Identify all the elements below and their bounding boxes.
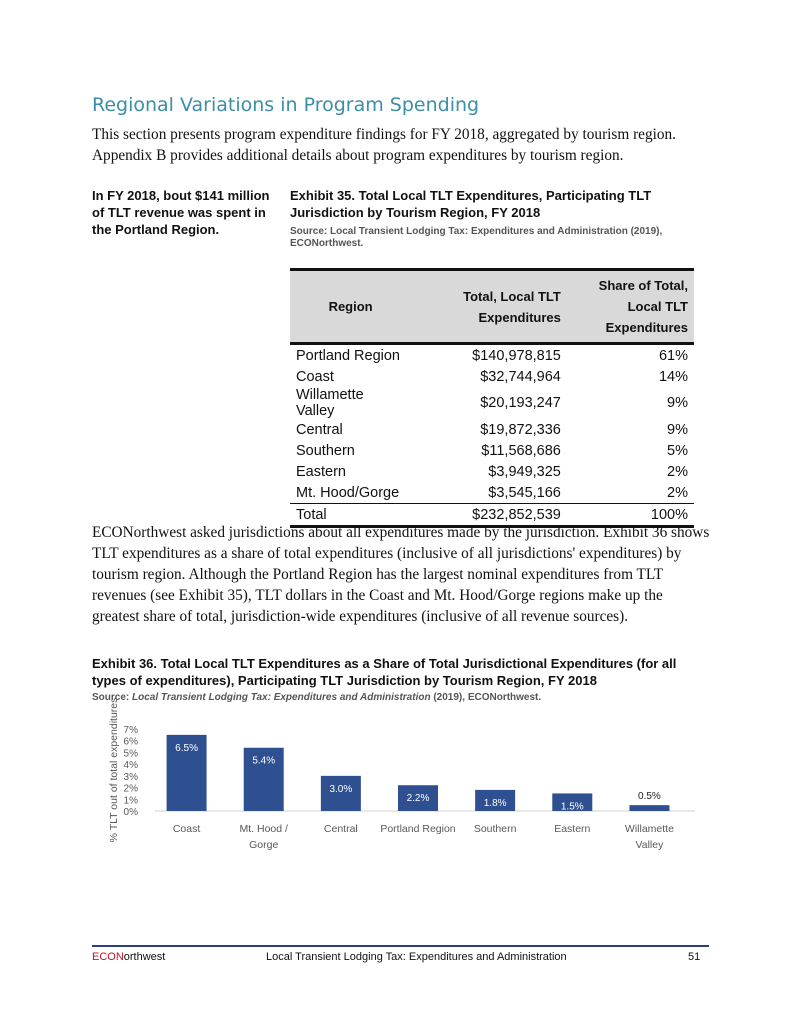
y-tick-label: 0% bbox=[123, 807, 138, 818]
total-value: $232,852,539 bbox=[411, 504, 581, 527]
brand-rest: orthwest bbox=[123, 951, 166, 963]
cell-region: Eastern bbox=[296, 463, 346, 480]
exhibit-36-title: Exhibit 36. Total Local TLT Expenditures as a Share of Total Jurisdictional Expenditures (for all types of expenditures), Participating TLT Jurisdiction by Tourism Region, FY 2018 bbox=[92, 656, 677, 688]
data-label: 3.0% bbox=[329, 783, 353, 795]
cell-total: $3,949,325 bbox=[488, 463, 561, 480]
cell-share: 2% bbox=[667, 484, 688, 501]
y-tick-label: 6% bbox=[123, 736, 138, 748]
y-tick-label: 7% bbox=[123, 725, 138, 736]
y-tick-label: 1% bbox=[123, 795, 138, 807]
cell-total: $20,193,247 bbox=[480, 395, 561, 411]
section-heading: Regional Variations in Program Spending bbox=[92, 94, 480, 116]
col-header-total: Total, Local TLT Expenditures bbox=[411, 270, 581, 344]
x-tick-label: Valley bbox=[635, 839, 664, 851]
cell-share: 14% bbox=[658, 368, 688, 385]
cell-region: Mt. Hood/Gorge bbox=[296, 484, 400, 501]
cell-total: $3,545,166 bbox=[488, 484, 561, 501]
exhibit-35-source: Source: Local Transient Lodging Tax: Expenditures and Administration (2019), ECONorthwest. bbox=[290, 226, 663, 249]
footer-divider bbox=[92, 945, 709, 947]
y-tick-label: 2% bbox=[123, 783, 138, 795]
data-label: 1.8% bbox=[483, 797, 507, 809]
cell-share: 9% bbox=[667, 395, 688, 411]
x-tick-label: Portland Region bbox=[380, 823, 456, 835]
cell-total: $140,978,815 bbox=[472, 347, 561, 364]
x-tick-label: Southern bbox=[473, 823, 517, 835]
x-tick-label: Willamette bbox=[624, 823, 674, 835]
page-number: 51 bbox=[688, 951, 701, 963]
cell-region: Willamette Valley bbox=[296, 387, 364, 419]
y-tick-label: 3% bbox=[123, 771, 138, 783]
cell-region: Coast bbox=[296, 368, 334, 385]
data-label: 5.4% bbox=[252, 755, 276, 767]
cell-share: 9% bbox=[667, 421, 688, 438]
cell-total: $11,568,686 bbox=[481, 442, 561, 459]
footer-title: Local Transient Lodging Tax: Expenditures and Administration bbox=[266, 951, 567, 963]
bar bbox=[629, 805, 669, 811]
cell-region: Central bbox=[296, 421, 343, 438]
y-axis-label: % TLT out of total expenditures bbox=[108, 697, 120, 843]
y-tick-label: 5% bbox=[123, 748, 138, 760]
data-label: 0.5% bbox=[638, 791, 661, 803]
x-tick-label: Eastern bbox=[554, 823, 591, 835]
cell-total: $19,872,336 bbox=[480, 421, 561, 438]
source-title: Local Transient Lodging Tax: Expenditures and Administration bbox=[132, 692, 431, 703]
body-paragraph: ECONorthwest asked jurisdictions about all expenditures made by the jurisdiction. Exhibit 36 shows TLT expenditures as a share of total expenditures (inclusive of all jurisdictions' expenditures) by tourism region. Although the Portland Region has the largest nominal expenditures from TLT revenues (see Exhibit 35), TLT dollars in the Coast and Mt. Hood/Gorge regions make up the greatest share of total, jurisdiction-wide expenditures (inclusive of all revenue sources). bbox=[92, 524, 710, 625]
source-prefix: Source: bbox=[92, 692, 133, 703]
data-label: 2.2% bbox=[406, 793, 430, 805]
data-label: 6.5% bbox=[175, 742, 198, 754]
total-label: Total bbox=[290, 504, 411, 527]
data-label: 1.5% bbox=[560, 801, 584, 813]
source-suffix: (2019), ECONorthwest. bbox=[430, 692, 542, 703]
cell-share: 2% bbox=[667, 463, 688, 480]
x-tick-label: Gorge bbox=[249, 839, 279, 851]
cell-region: Portland Region bbox=[296, 347, 400, 364]
exhibit-35-title: Exhibit 35. Total Local TLT Expenditures, Participating TLT Jurisdiction by Tourism Region, FY 2018 bbox=[290, 188, 652, 220]
cell-total: $32,744,964 bbox=[480, 368, 561, 385]
cell-region: Southern bbox=[296, 442, 355, 459]
x-tick-label: Central bbox=[323, 823, 358, 835]
total-share: 100% bbox=[581, 504, 694, 527]
x-tick-label: Mt. Hood / bbox=[239, 823, 288, 835]
cell-share: 5% bbox=[667, 442, 688, 459]
cell-share: 61% bbox=[658, 347, 688, 364]
brand-econ: ECON bbox=[92, 951, 124, 963]
col-header-region: Region bbox=[290, 270, 411, 344]
sidenote: In FY 2018, bout $141 million of TLT revenue was spent in the Portland Region. bbox=[92, 188, 270, 237]
footer-brand bbox=[92, 951, 165, 963]
x-tick-label: Coast bbox=[172, 823, 201, 835]
intro-paragraph: This section presents program expenditure findings for FY 2018, aggregated by tourism region. Appendix B provides additional details about program expenditures by tourism region. bbox=[92, 126, 676, 164]
col-header-share: Share of Total, Local TLT Expenditures bbox=[581, 270, 694, 344]
y-tick-label: 4% bbox=[123, 760, 138, 772]
